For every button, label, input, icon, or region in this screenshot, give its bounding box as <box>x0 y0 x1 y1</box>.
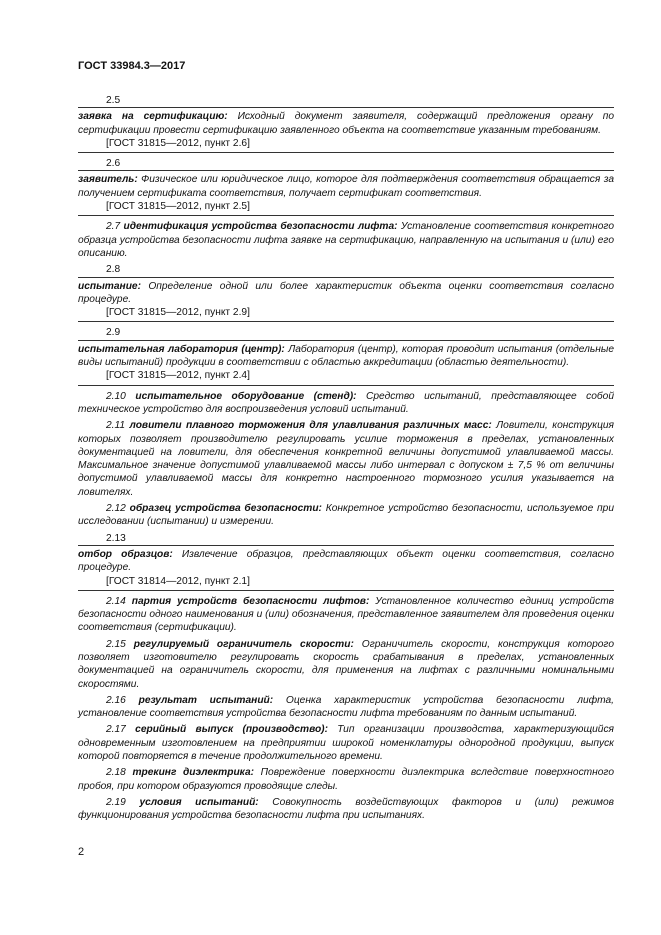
reference: [ГОСТ 31815—2012, пункт 2.9] <box>106 307 250 319</box>
term: ловители плавного торможения для улавливания различных масс: <box>129 420 492 432</box>
term: партия устройств безопасности лифтов: <box>131 595 370 607</box>
definition-paragraph <box>78 638 614 691</box>
definition-paragraph <box>78 220 614 260</box>
page-number: 2 <box>78 846 85 858</box>
definition-paragraph <box>78 502 614 529</box>
definition-text: Конкретное устройство безопасности, используемое при исследовании (испытании) и измерении. <box>78 503 614 528</box>
definition-text: Ловители, конструкция которых позволяет производителю регулировать усилие торможения в пределах, установленных документацией на ловители, для обеспечения конкретной величины допустимой улавливаемой массы. Максимальное значение допустимой улавливаемой массы либо интервал с допуском ± 7,5 % от величины допустимой улавливаемой массы для конкретно настроенного тормозного усилия указывается на ловителях. <box>78 420 614 498</box>
term: испытание: <box>78 280 141 292</box>
definition-text: Извлечение образцов, представляющих объект оценки соответствия, согласно процедуре. <box>78 548 614 574</box>
term: испытательная лаборатория (центр): <box>78 343 285 355</box>
term: условия испытаний: <box>139 796 259 808</box>
definition-text: Лаборатория (центр), которая проводит испытания (отдельные виды испытаний) продукции в соответствии с областью аккредитации (областью деятельности). <box>78 343 614 369</box>
reference: [ГОСТ 31815—2012, пункт 2.5] <box>106 201 250 213</box>
definition-text: Установление соответствия конкретного образца устройства безопасности лифта заявке на сертификацию, направленную на испытания и (или) его описанию. <box>78 221 614 259</box>
boxed-definition <box>78 545 614 591</box>
definition-text: Тип организации производства, характеризующийся одновременным изготовлением на предприятии широкой номенклатуры однородной продукции, выпуск которой повторяется в течение продолжительного времени. <box>78 724 615 763</box>
term: заявка на сертификацию: <box>78 111 228 123</box>
boxed-definition <box>78 340 614 386</box>
reference: [ГОСТ 31814—2012, пункт 2.1] <box>106 575 250 587</box>
clause-number: 2.7 <box>106 221 121 233</box>
definition-text: Физическое или юридическое лицо, которое для подтверждения соответствия обращается за получением сертификата соответствия, получает сертификат соответствия. <box>78 174 614 199</box>
definition-paragraph <box>78 390 614 417</box>
clause-number: 2.9 <box>106 327 121 339</box>
term: отбор образцов: <box>78 548 173 560</box>
definition-paragraph <box>78 694 614 721</box>
document-header: ГОСТ 33984.3—2017 <box>78 60 186 72</box>
term: серийный выпуск (производство): <box>135 724 328 736</box>
term: идентификация устройства безопасности лифта: <box>123 221 398 233</box>
term: испытательное оборудование (стенд): <box>135 390 357 402</box>
boxed-definition <box>78 277 614 323</box>
reference: [ГОСТ 31815—2012, пункт 2.4] <box>106 370 250 382</box>
term: заявитель: <box>78 174 138 186</box>
definition-paragraph <box>78 766 614 793</box>
definition-text: Повреждение поверхности диэлектрика вследствие поверхностного пробоя, при котором образуются проводящие следы. <box>78 767 614 792</box>
term: трекинг диэлектрика: <box>132 767 255 779</box>
definition-text: Ограничитель скорости, конструкция которого позволяет изготовителю регулировать скорость срабатывания в пределах, установленных документацией на ограничитель скорости, для применения на лифтах с различными номинальными скоростями. <box>78 638 614 690</box>
clause-number: 2.12 <box>106 503 126 515</box>
clause-number: 2.18 <box>106 767 126 779</box>
term: результат испытаний: <box>138 694 274 706</box>
clause-number: 2.15 <box>106 638 126 650</box>
definition-text: Определение одной или более характеристик объекта оценки соответствия согласно процедуре. <box>78 280 614 305</box>
definition-text: Совокупность воздействующих факторов и (или) режимов функционирования устройства безопасности лифта при испытаниях. <box>78 796 614 822</box>
document-body <box>78 92 614 826</box>
definition-paragraph <box>78 595 614 635</box>
clause-number: 2.16 <box>106 694 126 706</box>
definition-paragraph <box>78 723 614 763</box>
term: образец устройства безопасности: <box>129 503 322 515</box>
definition-paragraph <box>78 419 614 499</box>
clause-number: 2.5 <box>106 95 121 106</box>
clause-number: 2.11 <box>106 420 126 432</box>
clause-number: 2.14 <box>106 595 126 607</box>
boxed-definition <box>78 170 614 216</box>
boxed-definition <box>78 107 614 153</box>
clause-number: 2.13 <box>106 532 126 544</box>
clause-number: 2.10 <box>106 390 126 402</box>
clause-number: 2.19 <box>106 796 126 808</box>
term: регулируемый ограничитель скорости: <box>133 638 354 650</box>
reference: [ГОСТ 31815—2012, пункт 2.6] <box>106 137 250 149</box>
clause-number: 2.6 <box>106 158 121 170</box>
definition-paragraph <box>78 796 614 823</box>
definition-text: Исходный документ заявителя, содержащий предложения органу по сертификации провести сертификацию заявленного объекта на соответствие указанным требованиям. <box>78 111 614 136</box>
clause-number: 2.17 <box>106 724 126 736</box>
definition-text: Средство испытаний, представляющее собой техническое устройство для воспроизведения условий испытаний. <box>78 390 614 415</box>
definition-text: Установленное количество единиц устройств безопасности одного наименования и (или) обозначения, представленное заявителем для проведения оценки соответствия (сертификации). <box>78 595 614 634</box>
definition-text: Оценка характеристик устройства безопасности лифта, установление соответствия устройства безопасности лифта требованиям по данным испытаний. <box>78 694 614 720</box>
clause-number: 2.8 <box>106 264 121 276</box>
